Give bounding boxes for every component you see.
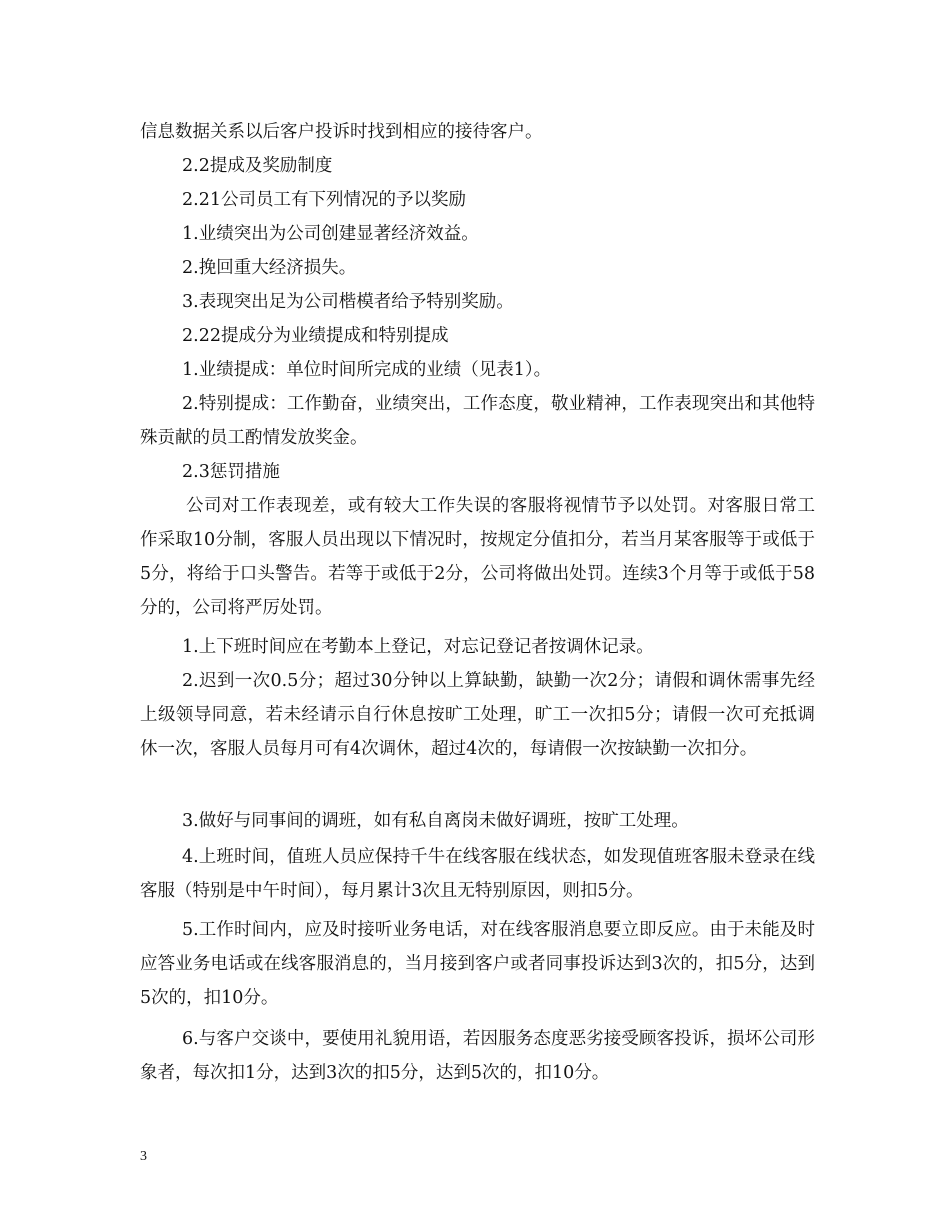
list-item: 2.特别提成：工作勤奋，业绩突出，工作态度，敬业精神，工作表现突出和其他特殊贡献的员工酌情发放奖金。 — [140, 394, 815, 448]
list-item: 1.业绩提成：单位时间所完成的业绩（见表1）。 — [182, 360, 552, 380]
list-item: 3.表现突出足为公司楷模者给予特别奖励。 — [182, 292, 514, 312]
list-item: 1.业绩突出为公司创建显著经济效益。 — [182, 224, 479, 244]
list-item: 3.做好与同事间的调班，如有私自离岗未做好调班，按旷工处理。 — [182, 811, 689, 831]
heading-2-2: 2.2提成及奖励制度 — [182, 156, 333, 176]
list-item: 5.工作时间内，应及时接听业务电话，对在线客服消息要立即反应。由于未能及时应答业务电话或在线客服消息的，当月接到客户或者同事投诉达到3次的，扣5分，达到5次的，扣10分。 — [140, 920, 815, 1008]
list-item: 6.与客户交谈中，要使用礼貌用语，若因服务态度恶劣接受顾客投诉，损坏公司形象者，每次扣1分，达到3次的扣5分，达到5次的，扣10分。 — [140, 1029, 815, 1083]
page-number: 3 — [140, 1149, 147, 1164]
list-item: 2.迟到一次0.5分；超过30分钟以上算缺勤，缺勤一次2分；请假和调休需事先经上级领导同意，若未经请示自行休息按旷工处理，旷工一次扣5分；请假一次可充抵调休一次，客服人员每月可有4次调休，超过4次的，每请假一次按缺勤一次扣分。 — [140, 671, 815, 759]
heading-2-22: 2.22提成分为业绩提成和特别提成 — [182, 326, 449, 346]
body-paragraph: 公司对工作表现差，或有较大工作失误的客服将视情节予以处罚。对客服日常工作采取10分制，客服人员出现以下情况时，按规定分值扣分，若当月某客服等于或低于5分，将给于口头警告。若等于或低于2分，公司将做出处罚。连续3个月等于或低于58分的，公司将严厉处罚。 — [140, 496, 815, 618]
paragraph-continuation: 信息数据关系以后客户投诉时找到相应的接待客户。 — [140, 122, 543, 142]
list-item: 4.上班时间，值班人员应保持千牛在线客服在线状态，如发现值班客服未登录在线客服（特别是中午时间），每月累计3次且无特别原因，则扣5分。 — [140, 847, 815, 901]
list-item: 2.挽回重大经济损失。 — [182, 258, 357, 278]
heading-2-3: 2.3惩罚措施 — [182, 462, 280, 482]
heading-2-21: 2.21公司员工有下列情况的予以奖励 — [182, 190, 466, 210]
list-item: 1.上下班时间应在考勤本上登记，对忘记登记者按调休记录。 — [182, 637, 654, 657]
